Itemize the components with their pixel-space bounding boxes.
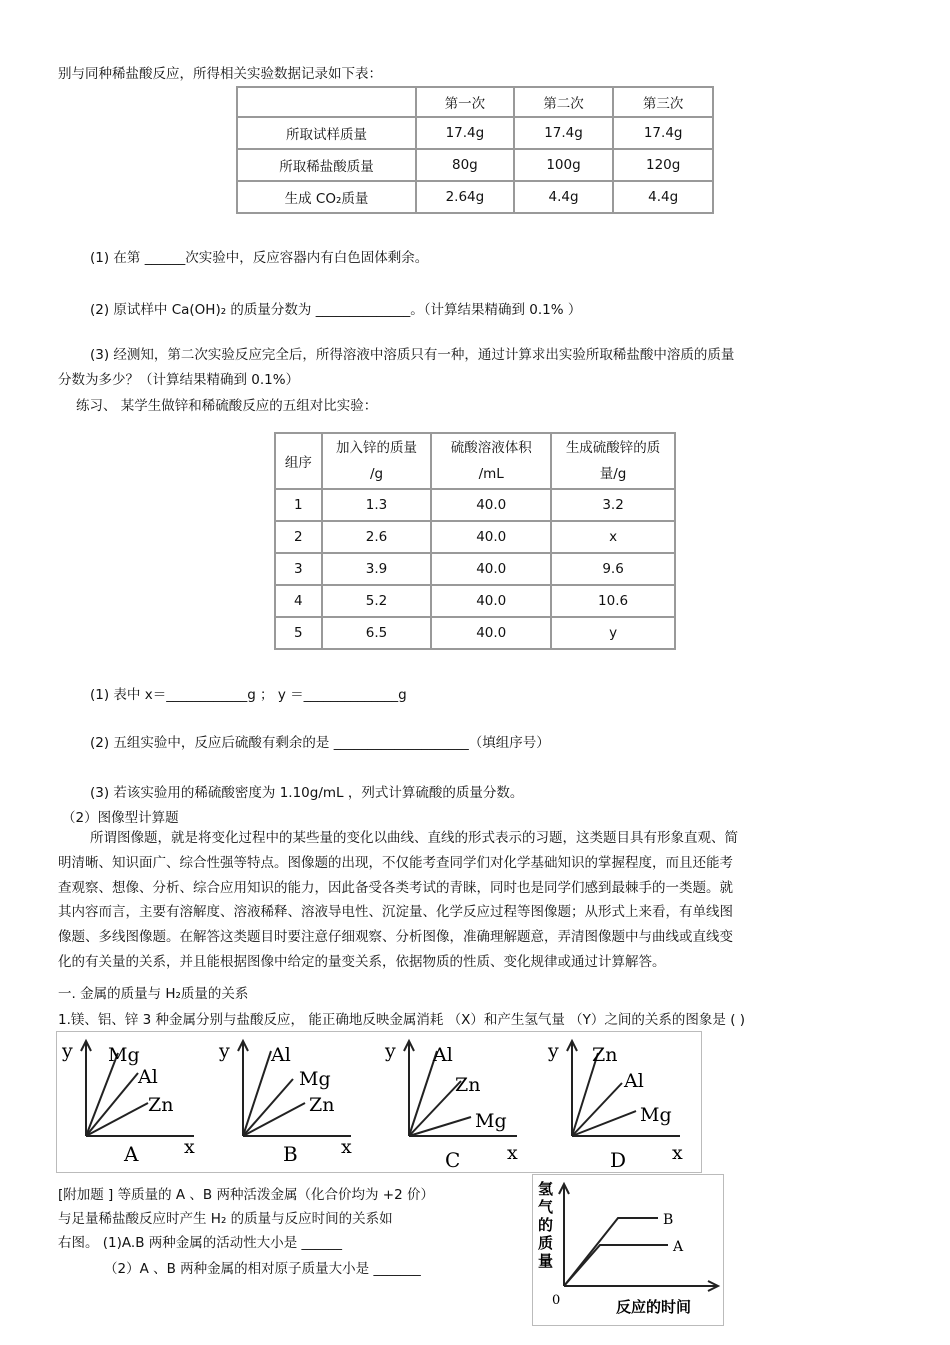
section-2-title: （2）图像型计算题 (62, 810, 179, 826)
question-2-3: (3) 若该实验用的稀硫酸密度为 1.10g/mL ，列式计算硫酸的质量分数。 (90, 785, 524, 801)
table-header-cell: 组序 (275, 433, 322, 489)
paragraph-line: 查观察、想像、分析、综合应用知识的能力，因此备受各类考试的青睐，同时也是同学们感到最棘手的一类题。就 (58, 879, 733, 896)
table-cell: 120g (613, 149, 713, 181)
line-label: Zn (592, 1044, 618, 1066)
question-2-1: (1) 表中 x＝____________g ； y ＝______________g (90, 687, 407, 703)
paragraph-line: 明清晰、知识面广、综合性强等特点。图像题的出现，不仅能考查同学们对化学基础知识的掌握程度，而且还能考 (58, 854, 733, 871)
table-cell: 5 (275, 617, 322, 649)
series-label: B (663, 1212, 674, 1228)
table-cell: 生成 CO₂质量 (237, 181, 416, 213)
table-row (237, 117, 713, 149)
series-b-line (564, 1218, 658, 1286)
table-cell: 1.3 (322, 489, 432, 521)
bonus-line-1: [附加题 ] 等质量的 A 、B 两种活泼金属（化合价均为 +2 价） (58, 1187, 434, 1203)
table-cell: 100g (514, 149, 614, 181)
question-1-3: (3) 经测知，第二次实验反应完全后，所得溶液中溶质只有一种，通过计算求出实验所取稀盐酸中溶质的质量 (90, 347, 735, 363)
y-axis-label: y (62, 1040, 73, 1062)
y-axis-label: y (219, 1040, 230, 1062)
section-2-paragraph (58, 826, 810, 975)
paragraph-line: 像题、多线图像题。在解答这类题目时要注意仔细观察、分析图像，准确理解题意，弄清图像题中与曲线或直线变 (58, 929, 733, 946)
table-cell: 4 (275, 585, 322, 617)
table-row (275, 617, 675, 649)
question-1-3-cont: 分数为多少？（计算结果精确到 0.1%） (58, 372, 300, 388)
line-label: Mg (299, 1068, 331, 1090)
table-cell: 6.5 (322, 617, 432, 649)
line-label: Zn (148, 1094, 174, 1116)
table-cell: 10.6 (551, 585, 675, 617)
graph-a (61, 1040, 195, 1166)
table-cell: 9.6 (551, 553, 675, 585)
table-cell: 3 (275, 553, 322, 585)
origin-label: 0 (552, 1293, 561, 1308)
table-cell: 17.4g (613, 117, 713, 149)
table-cell: 2.64g (416, 181, 514, 213)
x-axis-label: x (184, 1136, 195, 1158)
table-header-row (237, 87, 713, 117)
question-2-2: (2) 五组实验中，反应后硫酸有剩余的是 ____________________（填组序号） (90, 735, 550, 751)
line-label: Mg (108, 1044, 140, 1066)
option-label: D (610, 1148, 627, 1172)
table-cell: 3.9 (322, 553, 432, 585)
table-cell: 4.4g (514, 181, 614, 213)
table-row (275, 521, 675, 553)
table-row (275, 553, 675, 585)
y-axis-label: y (548, 1040, 559, 1062)
x-axis-label: x (507, 1142, 518, 1164)
table-cell: x (551, 521, 675, 553)
table-row (237, 149, 713, 181)
table-row (275, 585, 675, 617)
table-cell: 5.2 (322, 585, 432, 617)
table-cell: 2 (275, 521, 322, 553)
option-label: B (283, 1142, 298, 1166)
table-cell: 40.0 (431, 553, 551, 585)
table-cell: 4.4g (613, 181, 713, 213)
bonus-line-2: 与足量稀盐酸反应时产生 H₂ 的质量与反应时间的关系如 (58, 1211, 393, 1227)
table-header-cell: 第二次 (514, 87, 614, 117)
x-axis-label: x (341, 1136, 352, 1158)
table-row (275, 489, 675, 521)
table-cell: 2.6 (322, 521, 432, 553)
graph-d (547, 1040, 683, 1172)
table-header-cell: 加入锌的质量 /g (322, 433, 432, 489)
table-cell: 3.2 (551, 489, 675, 521)
table-header-cell: 生成硫酸锌的质 量/g (551, 433, 675, 489)
option-graphs (56, 1031, 702, 1173)
question-1-1: (1) 在第 ______次实验中，反应容器内有白色固体剩余。 (90, 250, 429, 266)
option-label: A (124, 1142, 139, 1166)
table-cell: y (551, 617, 675, 649)
line-label: Al (433, 1044, 453, 1066)
question-1-2: (2) 原试样中 Ca(OH)₂ 的质量分数为 ______________。（计算结果精确到 0.1% ） (90, 302, 582, 318)
table-cell: 17.4g (416, 117, 514, 149)
multiple-choice-question: 1.镁、铝、锌 3 种金属分别与盐酸反应， 能正确地反映金属消耗 （X）和产生氢气量 （Y）之间的关系的图象是 ( ) (58, 1012, 746, 1028)
option-label: C (445, 1148, 461, 1172)
paragraph-line: 所谓图像题，就是将变化过程中的某些量的变化以曲线、直线的形式表示的习题，这类题目具有形象直观、简 (90, 830, 738, 846)
line-label: Al (138, 1066, 158, 1088)
line-label: Mg (475, 1110, 507, 1132)
bonus-graph (532, 1174, 724, 1326)
table-cell: 17.4g (514, 117, 614, 149)
table-cell: 所取试样质量 (237, 117, 416, 149)
line-label: Zn (455, 1074, 481, 1096)
table-caco3-data (236, 86, 714, 214)
y-axis-label: y (385, 1040, 396, 1062)
table-zinc-data (274, 432, 676, 650)
table-cell: 所取稀盐酸质量 (237, 149, 416, 181)
paragraph-line: 其内容而言，主要有溶解度、溶液稀释、溶液导电性、沉淀量、化学反应过程等图像题；从形式上来看，有单线图 (58, 904, 733, 921)
intro-line: 别与同种稀盐酸反应，所得相关实验数据记录如下表： (58, 66, 382, 82)
line-label: Zn (309, 1094, 335, 1116)
y-axis-title: 氢气的质量 (538, 1180, 554, 1270)
line-label: Mg (640, 1104, 672, 1126)
line-label: Al (624, 1070, 644, 1092)
exercise-title: 练习、 某学生做锌和稀硫酸反应的五组对比实验： (76, 398, 378, 414)
table-row (237, 181, 713, 213)
x-axis-title: 反应的时间 (616, 1298, 692, 1316)
table-header-cell: 硫酸溶液体积 /mL (431, 433, 551, 489)
table-cell: 40.0 (431, 585, 551, 617)
table-cell: 40.0 (431, 617, 551, 649)
paragraph-line: 化的有关量的关系，并且能根据图像中给定的量变关系，依据物质的性质、变化规律或通过计算解答。 (58, 953, 666, 970)
x-axis-label: x (672, 1142, 683, 1164)
table-header-cell: 第三次 (613, 87, 713, 117)
table-header-cell (237, 87, 416, 117)
series-label: A (673, 1239, 684, 1255)
graph-c (384, 1040, 518, 1172)
graph-b (218, 1040, 352, 1166)
line-label: Al (271, 1044, 291, 1066)
table-cell: 40.0 (431, 489, 551, 521)
table-header-row (275, 433, 675, 489)
bonus-line-3: 右图。 (1)A.B 两种金属的活动性大小是 ______ (58, 1235, 343, 1251)
table-cell: 80g (416, 149, 514, 181)
subsection-1-title: 一. 金属的质量与 H₂质量的关系 (58, 986, 249, 1002)
table-header-cell: 第一次 (416, 87, 514, 117)
table-cell: 40.0 (431, 521, 551, 553)
table-cell: 1 (275, 489, 322, 521)
bonus-line-4: （2）A 、B 两种金属的相对原子质量大小是 _______ (104, 1261, 421, 1277)
